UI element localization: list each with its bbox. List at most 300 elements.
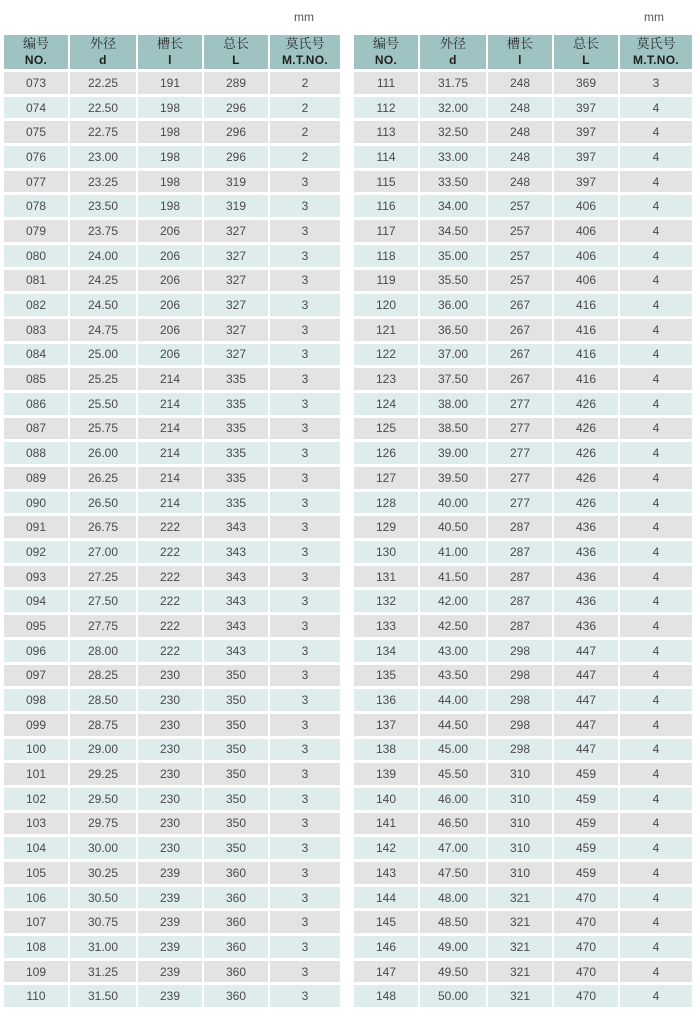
cell-no: 138 <box>354 739 418 761</box>
cell-no: 088 <box>4 442 68 464</box>
cell-total-length: 343 <box>204 640 268 662</box>
cell-morse-taper: 3 <box>270 492 340 514</box>
cell-total-length: 296 <box>204 97 268 119</box>
cell-total-length: 350 <box>204 739 268 761</box>
cell-no: 076 <box>4 146 68 168</box>
col-header-cn: 槽长 <box>156 36 183 51</box>
col-header-cn: 槽长 <box>506 36 533 51</box>
cell-diameter: 33.50 <box>420 171 486 193</box>
cell-total-length: 397 <box>554 121 618 143</box>
cell-diameter: 31.00 <box>70 936 136 958</box>
col-header-en: NO. <box>24 53 48 67</box>
cell-morse-taper: 4 <box>620 319 692 341</box>
table-row <box>4 393 340 415</box>
table-row <box>4 911 340 933</box>
cell-morse-taper: 4 <box>620 393 692 415</box>
cell-no: 096 <box>4 640 68 662</box>
cell-morse-taper: 3 <box>270 763 340 785</box>
cell-no: 093 <box>4 566 68 588</box>
cell-flute-length: 248 <box>488 171 552 193</box>
cell-no: 111 <box>354 72 418 94</box>
col-header-en: d <box>449 53 457 67</box>
cell-diameter: 36.50 <box>420 319 486 341</box>
cell-diameter: 28.00 <box>70 640 136 662</box>
cell-total-length: 335 <box>204 368 268 390</box>
cell-flute-length: 257 <box>488 195 552 217</box>
cell-diameter: 44.50 <box>420 714 486 736</box>
cell-flute-length: 206 <box>138 344 202 366</box>
cell-no: 098 <box>4 689 68 711</box>
cell-no: 144 <box>354 887 418 909</box>
cell-no: 122 <box>354 344 418 366</box>
table-row <box>4 788 340 810</box>
table-row <box>354 640 692 662</box>
table-row <box>354 72 692 94</box>
col-header-no <box>354 35 418 69</box>
cell-flute-length: 287 <box>488 615 552 637</box>
table-row <box>4 418 340 440</box>
cell-total-length: 360 <box>204 887 268 909</box>
cell-flute-length: 206 <box>138 220 202 242</box>
cell-diameter: 28.75 <box>70 714 136 736</box>
cell-morse-taper: 4 <box>620 640 692 662</box>
cell-morse-taper: 3 <box>270 689 340 711</box>
cell-diameter: 31.25 <box>70 961 136 983</box>
cell-flute-length: 321 <box>488 911 552 933</box>
cell-morse-taper: 4 <box>620 121 692 143</box>
cell-total-length: 350 <box>204 763 268 785</box>
cell-diameter: 44.00 <box>420 689 486 711</box>
cell-morse-taper: 4 <box>620 936 692 958</box>
cell-flute-length: 257 <box>488 270 552 292</box>
cell-diameter: 24.50 <box>70 294 136 316</box>
cell-morse-taper: 3 <box>270 640 340 662</box>
cell-total-length: 426 <box>554 467 618 489</box>
cell-no: 080 <box>4 245 68 267</box>
col-header-cn: 编号 <box>22 36 49 51</box>
cell-flute-length: 206 <box>138 294 202 316</box>
cell-flute-length: 222 <box>138 541 202 563</box>
col-header-cn: 莫氏号 <box>285 36 325 51</box>
cell-morse-taper: 3 <box>270 294 340 316</box>
cell-flute-length: 230 <box>138 837 202 859</box>
table-row <box>4 837 340 859</box>
cell-total-length: 406 <box>554 245 618 267</box>
table-row <box>4 936 340 958</box>
cell-no: 104 <box>4 837 68 859</box>
table-row <box>354 344 692 366</box>
cell-total-length: 416 <box>554 294 618 316</box>
table-row <box>354 887 692 909</box>
cell-no: 128 <box>354 492 418 514</box>
cell-morse-taper: 4 <box>620 985 692 1007</box>
cell-flute-length: 239 <box>138 911 202 933</box>
cell-diameter: 30.00 <box>70 837 136 859</box>
table-row <box>354 739 692 761</box>
cell-total-length: 436 <box>554 541 618 563</box>
cell-morse-taper: 2 <box>270 146 340 168</box>
cell-total-length: 335 <box>204 418 268 440</box>
table-row <box>4 245 340 267</box>
cell-morse-taper: 3 <box>270 985 340 1007</box>
cell-total-length: 335 <box>204 492 268 514</box>
cell-total-length: 335 <box>204 393 268 415</box>
cell-diameter: 38.50 <box>420 418 486 440</box>
cell-diameter: 40.00 <box>420 492 486 514</box>
cell-morse-taper: 4 <box>620 911 692 933</box>
cell-total-length: 426 <box>554 418 618 440</box>
table-row <box>4 467 340 489</box>
col-header-diameter <box>420 35 486 69</box>
cell-flute-length: 198 <box>138 97 202 119</box>
table-row <box>354 97 692 119</box>
cell-morse-taper: 3 <box>270 516 340 538</box>
cell-morse-taper: 3 <box>270 788 340 810</box>
cell-diameter: 30.75 <box>70 911 136 933</box>
cell-flute-length: 214 <box>138 442 202 464</box>
table-row <box>354 368 692 390</box>
cell-flute-length: 222 <box>138 516 202 538</box>
cell-flute-length: 287 <box>488 590 552 612</box>
table-row <box>4 294 340 316</box>
cell-morse-taper: 4 <box>620 665 692 687</box>
cell-morse-taper: 3 <box>270 862 340 884</box>
table-row <box>354 837 692 859</box>
table-body-right <box>354 72 692 1007</box>
cell-morse-taper: 4 <box>620 566 692 588</box>
cell-no: 107 <box>4 911 68 933</box>
cell-no: 087 <box>4 418 68 440</box>
table-row <box>4 171 340 193</box>
table-row <box>354 911 692 933</box>
cell-flute-length: 287 <box>488 516 552 538</box>
cell-morse-taper: 3 <box>270 665 340 687</box>
table-row <box>4 541 340 563</box>
cell-no: 120 <box>354 294 418 316</box>
cell-total-length: 360 <box>204 936 268 958</box>
table-row <box>4 442 340 464</box>
cell-no: 135 <box>354 665 418 687</box>
cell-diameter: 41.00 <box>420 541 486 563</box>
cell-diameter: 35.00 <box>420 245 486 267</box>
table-row <box>354 294 692 316</box>
cell-total-length: 369 <box>554 72 618 94</box>
table-row <box>354 516 692 538</box>
table-row <box>354 245 692 267</box>
cell-total-length: 350 <box>204 813 268 835</box>
col-header-cn: 总长 <box>222 36 249 51</box>
col-header-en: l <box>168 53 172 67</box>
cell-total-length: 335 <box>204 467 268 489</box>
col-header-diameter <box>70 35 136 69</box>
cell-flute-length: 310 <box>488 788 552 810</box>
unit-label-right: mm <box>644 10 664 24</box>
cell-morse-taper: 4 <box>620 467 692 489</box>
cell-diameter: 23.00 <box>70 146 136 168</box>
cell-no: 084 <box>4 344 68 366</box>
cell-flute-length: 222 <box>138 566 202 588</box>
cell-morse-taper: 3 <box>270 936 340 958</box>
table-row <box>4 739 340 761</box>
cell-flute-length: 321 <box>488 961 552 983</box>
cell-total-length: 327 <box>204 294 268 316</box>
cell-total-length: 436 <box>554 590 618 612</box>
cell-flute-length: 248 <box>488 146 552 168</box>
cell-flute-length: 277 <box>488 442 552 464</box>
cell-diameter: 39.00 <box>420 442 486 464</box>
cell-flute-length: 230 <box>138 665 202 687</box>
cell-morse-taper: 3 <box>270 813 340 835</box>
cell-no: 099 <box>4 714 68 736</box>
cell-total-length: 436 <box>554 566 618 588</box>
cell-no: 103 <box>4 813 68 835</box>
cell-morse-taper: 3 <box>270 467 340 489</box>
cell-diameter: 48.00 <box>420 887 486 909</box>
col-header-en: M.T.NO. <box>281 53 329 67</box>
cell-morse-taper: 3 <box>270 837 340 859</box>
col-header-en: M.T.NO. <box>632 53 680 67</box>
table-row <box>4 368 340 390</box>
cell-diameter: 38.00 <box>420 393 486 415</box>
cell-flute-length: 298 <box>488 739 552 761</box>
cell-morse-taper: 2 <box>270 72 340 94</box>
table-row <box>354 566 692 588</box>
cell-no: 078 <box>4 195 68 217</box>
cell-diameter: 49.50 <box>420 961 486 983</box>
col-header-cn: 总长 <box>572 36 599 51</box>
cell-flute-length: 214 <box>138 418 202 440</box>
cell-total-length: 327 <box>204 319 268 341</box>
cell-morse-taper: 4 <box>620 615 692 637</box>
cell-total-length: 406 <box>554 220 618 242</box>
cell-morse-taper: 4 <box>620 344 692 366</box>
cell-diameter: 25.00 <box>70 344 136 366</box>
cell-total-length: 459 <box>554 763 618 785</box>
cell-no: 095 <box>4 615 68 637</box>
table-row <box>4 516 340 538</box>
cell-no: 143 <box>354 862 418 884</box>
cell-total-length: 426 <box>554 442 618 464</box>
col-header-total-length <box>554 35 618 69</box>
cell-no: 073 <box>4 72 68 94</box>
cell-flute-length: 277 <box>488 418 552 440</box>
table-row <box>354 220 692 242</box>
cell-no: 083 <box>4 319 68 341</box>
cell-total-length: 459 <box>554 837 618 859</box>
cell-flute-length: 287 <box>488 566 552 588</box>
col-header-flute-length <box>488 35 552 69</box>
cell-morse-taper: 3 <box>270 270 340 292</box>
cell-total-length: 350 <box>204 665 268 687</box>
cell-flute-length: 239 <box>138 961 202 983</box>
cell-morse-taper: 3 <box>270 615 340 637</box>
cell-no: 115 <box>354 171 418 193</box>
table-row <box>354 788 692 810</box>
cell-diameter: 22.75 <box>70 121 136 143</box>
cell-flute-length: 239 <box>138 936 202 958</box>
table-row <box>4 344 340 366</box>
cell-flute-length: 277 <box>488 492 552 514</box>
cell-flute-length: 298 <box>488 689 552 711</box>
cell-total-length: 296 <box>204 121 268 143</box>
cell-morse-taper: 3 <box>270 739 340 761</box>
cell-flute-length: 310 <box>488 813 552 835</box>
table-row <box>354 418 692 440</box>
table-row <box>354 961 692 983</box>
cell-morse-taper: 4 <box>620 418 692 440</box>
col-header-cn: 莫氏号 <box>636 36 676 51</box>
cell-morse-taper: 3 <box>270 887 340 909</box>
cell-total-length: 470 <box>554 936 618 958</box>
cell-flute-length: 214 <box>138 368 202 390</box>
cell-diameter: 24.75 <box>70 319 136 341</box>
cell-flute-length: 191 <box>138 72 202 94</box>
cell-total-length: 335 <box>204 442 268 464</box>
cell-total-length: 327 <box>204 245 268 267</box>
cell-morse-taper: 3 <box>270 566 340 588</box>
table-row <box>354 985 692 1007</box>
table-row <box>354 665 692 687</box>
cell-diameter: 27.50 <box>70 590 136 612</box>
cell-morse-taper: 4 <box>620 146 692 168</box>
cell-no: 114 <box>354 146 418 168</box>
cell-flute-length: 230 <box>138 739 202 761</box>
table-row <box>4 566 340 588</box>
cell-flute-length: 214 <box>138 492 202 514</box>
cell-total-length: 470 <box>554 887 618 909</box>
cell-flute-length: 321 <box>488 936 552 958</box>
cell-flute-length: 206 <box>138 319 202 341</box>
cell-flute-length: 230 <box>138 763 202 785</box>
col-header-en: L <box>232 53 240 67</box>
table-row <box>4 985 340 1007</box>
cell-no: 097 <box>4 665 68 687</box>
cell-flute-length: 239 <box>138 887 202 909</box>
cell-total-length: 447 <box>554 689 618 711</box>
cell-diameter: 26.50 <box>70 492 136 514</box>
cell-no: 146 <box>354 936 418 958</box>
cell-diameter: 27.75 <box>70 615 136 637</box>
cell-diameter: 47.00 <box>420 837 486 859</box>
cell-diameter: 48.50 <box>420 911 486 933</box>
cell-no: 110 <box>4 985 68 1007</box>
cell-diameter: 30.25 <box>70 862 136 884</box>
table-row <box>4 72 340 94</box>
cell-morse-taper: 3 <box>270 541 340 563</box>
table-row <box>354 195 692 217</box>
cell-no: 091 <box>4 516 68 538</box>
cell-total-length: 416 <box>554 368 618 390</box>
cell-flute-length: 206 <box>138 270 202 292</box>
cell-flute-length: 230 <box>138 788 202 810</box>
cell-diameter: 47.50 <box>420 862 486 884</box>
cell-no: 140 <box>354 788 418 810</box>
cell-no: 074 <box>4 97 68 119</box>
cell-total-length: 416 <box>554 344 618 366</box>
cell-diameter: 34.50 <box>420 220 486 242</box>
col-header-en: l <box>518 53 522 67</box>
cell-no: 142 <box>354 837 418 859</box>
cell-flute-length: 310 <box>488 837 552 859</box>
table-row <box>354 763 692 785</box>
table-row <box>354 492 692 514</box>
cell-flute-length: 214 <box>138 393 202 415</box>
cell-morse-taper: 3 <box>270 714 340 736</box>
cell-no: 100 <box>4 739 68 761</box>
cell-diameter: 45.50 <box>420 763 486 785</box>
cell-no: 090 <box>4 492 68 514</box>
col-header-en: d <box>99 53 107 67</box>
cell-no: 101 <box>4 763 68 785</box>
cell-diameter: 24.25 <box>70 270 136 292</box>
cell-morse-taper: 3 <box>270 245 340 267</box>
cell-total-length: 397 <box>554 97 618 119</box>
table-row <box>354 689 692 711</box>
cell-total-length: 350 <box>204 689 268 711</box>
cell-morse-taper: 4 <box>620 195 692 217</box>
cell-diameter: 31.50 <box>70 985 136 1007</box>
cell-flute-length: 267 <box>488 294 552 316</box>
cell-total-length: 436 <box>554 516 618 538</box>
cell-flute-length: 267 <box>488 344 552 366</box>
cell-diameter: 35.50 <box>420 270 486 292</box>
cell-flute-length: 248 <box>488 97 552 119</box>
cell-flute-length: 310 <box>488 862 552 884</box>
cell-total-length: 459 <box>554 788 618 810</box>
cell-morse-taper: 4 <box>620 837 692 859</box>
cell-morse-taper: 3 <box>270 171 340 193</box>
cell-no: 079 <box>4 220 68 242</box>
table-row <box>354 615 692 637</box>
spec-table-right <box>352 32 694 1010</box>
cell-diameter: 49.00 <box>420 936 486 958</box>
cell-total-length: 447 <box>554 714 618 736</box>
cell-no: 132 <box>354 590 418 612</box>
table-row <box>4 714 340 736</box>
cell-no: 124 <box>354 393 418 415</box>
table-row <box>354 714 692 736</box>
cell-flute-length: 277 <box>488 467 552 489</box>
cell-diameter: 43.00 <box>420 640 486 662</box>
cell-diameter: 27.25 <box>70 566 136 588</box>
col-header-cn: 外径 <box>89 36 116 51</box>
cell-morse-taper: 4 <box>620 788 692 810</box>
cell-flute-length: 298 <box>488 665 552 687</box>
cell-total-length: 343 <box>204 566 268 588</box>
cell-total-length: 350 <box>204 837 268 859</box>
cell-flute-length: 248 <box>488 121 552 143</box>
table-row <box>4 887 340 909</box>
cell-morse-taper: 2 <box>270 97 340 119</box>
cell-flute-length: 222 <box>138 640 202 662</box>
cell-no: 123 <box>354 368 418 390</box>
cell-diameter: 33.00 <box>420 146 486 168</box>
cell-diameter: 22.50 <box>70 97 136 119</box>
cell-no: 117 <box>354 220 418 242</box>
cell-no: 139 <box>354 763 418 785</box>
cell-diameter: 32.00 <box>420 97 486 119</box>
cell-total-length: 350 <box>204 788 268 810</box>
cell-diameter: 29.25 <box>70 763 136 785</box>
cell-flute-length: 198 <box>138 146 202 168</box>
cell-total-length: 447 <box>554 739 618 761</box>
table-row <box>4 689 340 711</box>
cell-morse-taper: 4 <box>620 763 692 785</box>
cell-total-length: 327 <box>204 344 268 366</box>
cell-diameter: 42.50 <box>420 615 486 637</box>
cell-diameter: 37.50 <box>420 368 486 390</box>
cell-diameter: 46.50 <box>420 813 486 835</box>
